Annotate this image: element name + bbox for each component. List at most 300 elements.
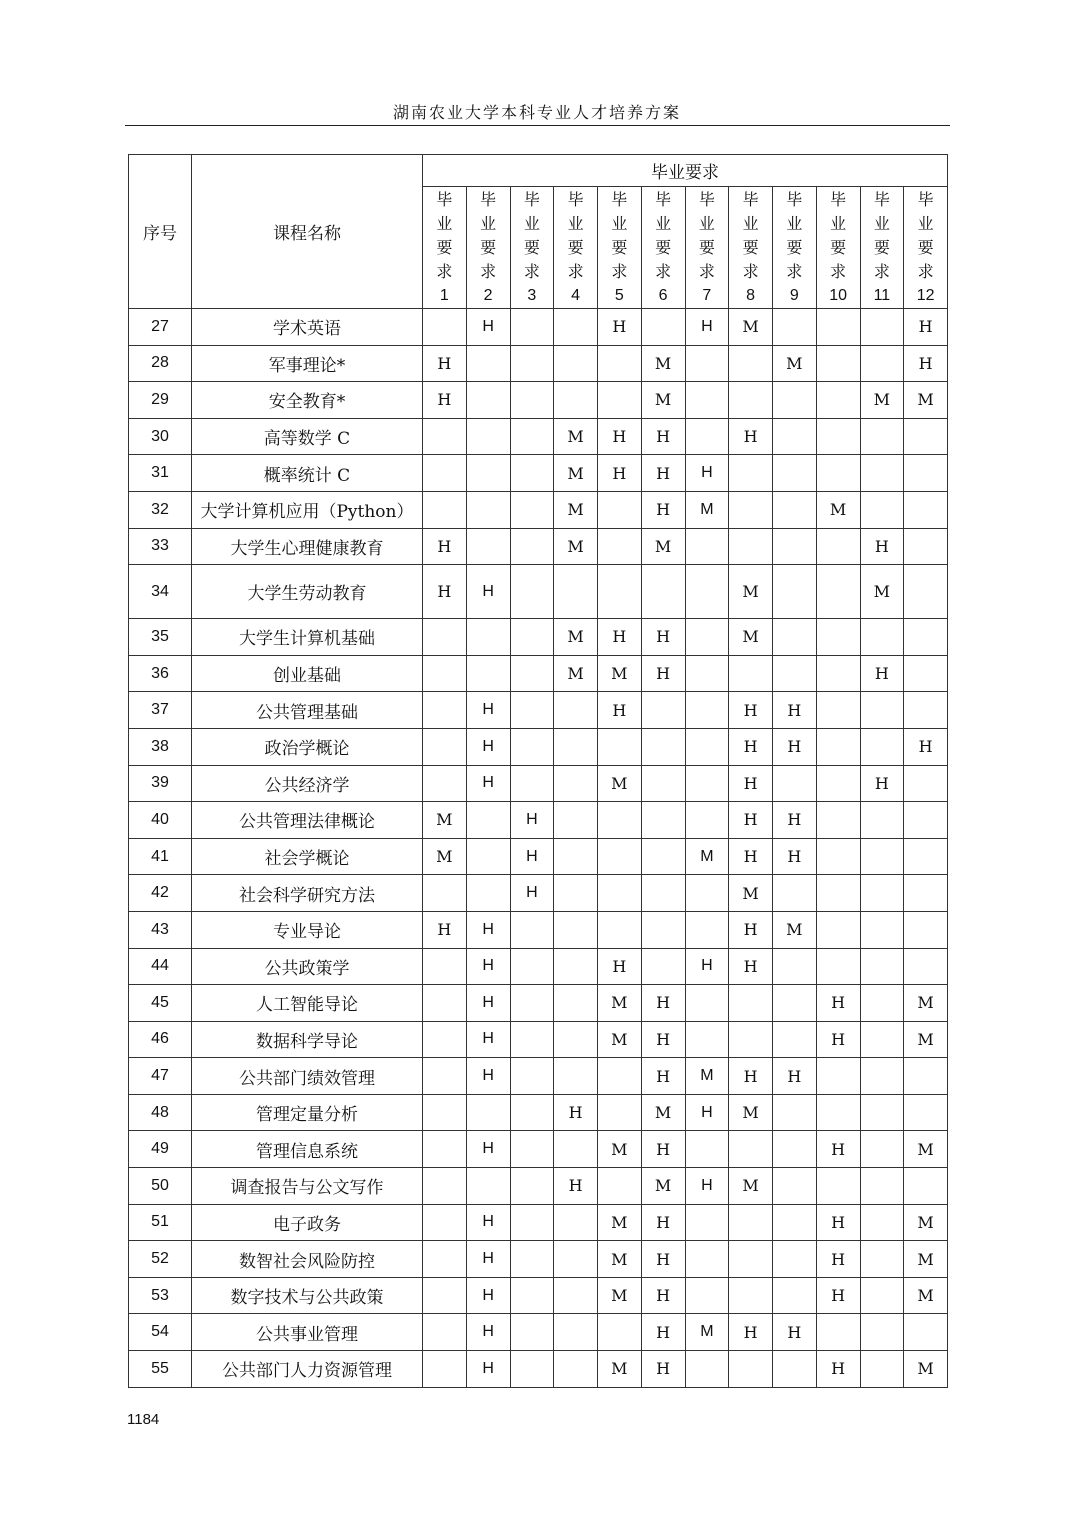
- requirement-mark-cell: [510, 619, 554, 656]
- requirement-mark-cell: [773, 528, 817, 565]
- requirement-mark-cell: [904, 528, 948, 565]
- requirement-mark-cell: M: [729, 309, 773, 346]
- requirement-mark-cell: [598, 491, 642, 528]
- table-row: [129, 1131, 948, 1168]
- requirement-mark-cell: H: [641, 1277, 685, 1314]
- requirement-mark-cell: [423, 309, 467, 346]
- requirement-mark-cell: [816, 838, 860, 875]
- row-course-name: 人工智能导论: [192, 985, 423, 1022]
- requirement-mark-cell: H: [466, 1241, 510, 1278]
- table-row: [129, 1204, 948, 1241]
- requirement-mark-cell: M: [554, 655, 598, 692]
- requirement-label-char: 求: [523, 261, 540, 281]
- requirement-mark-cell: M: [729, 565, 773, 619]
- requirement-mark-cell: [860, 948, 904, 985]
- requirement-mark-cell: [904, 692, 948, 729]
- requirement-number: 12: [916, 286, 935, 304]
- requirement-label-char: 求: [917, 261, 934, 281]
- requirement-mark-cell: H: [466, 1021, 510, 1058]
- requirement-mark-cell: H: [729, 948, 773, 985]
- row-course-name: 政治学概论: [192, 728, 423, 765]
- header-requirement-8: [729, 187, 773, 309]
- requirement-mark-cell: [773, 565, 817, 619]
- requirement-mark-cell: H: [423, 345, 467, 382]
- requirement-mark-cell: [773, 1277, 817, 1314]
- requirement-mark-cell: [466, 655, 510, 692]
- requirement-mark-cell: [729, 985, 773, 1022]
- requirement-mark-cell: H: [510, 838, 554, 875]
- requirement-mark-cell: [554, 728, 598, 765]
- row-course-name: 数字技术与公共政策: [192, 1277, 423, 1314]
- requirement-mark-cell: [860, 692, 904, 729]
- table-row: [129, 382, 948, 419]
- requirement-mark-cell: [423, 1277, 467, 1314]
- requirement-mark-cell: M: [904, 1277, 948, 1314]
- requirement-mark-cell: H: [641, 418, 685, 455]
- row-seq: 34: [129, 565, 192, 619]
- requirement-mark-cell: [510, 692, 554, 729]
- row-course-name: 高等数学 C: [192, 418, 423, 455]
- requirement-mark-cell: M: [598, 1241, 642, 1278]
- requirement-number: 5: [614, 286, 624, 304]
- requirement-mark-cell: [510, 565, 554, 619]
- requirement-mark-cell: [860, 1058, 904, 1095]
- requirement-mark-cell: [510, 1204, 554, 1241]
- requirement-mark-cell: [773, 948, 817, 985]
- requirement-mark-cell: [685, 911, 729, 948]
- requirement-mark-cell: H: [466, 765, 510, 802]
- requirement-mark-cell: [773, 1168, 817, 1205]
- table-row: [129, 1168, 948, 1205]
- requirement-mark-cell: H: [466, 985, 510, 1022]
- requirement-label-char: 业: [611, 213, 628, 233]
- requirement-mark-cell: [598, 875, 642, 912]
- row-course-name: 大学计算机应用（Python）: [192, 491, 423, 528]
- requirement-mark-cell: [510, 1094, 554, 1131]
- requirement-mark-cell: [641, 692, 685, 729]
- row-course-name: 数据科学导论: [192, 1021, 423, 1058]
- requirement-mark-cell: H: [466, 1131, 510, 1168]
- requirement-label-char: 要: [742, 237, 759, 257]
- requirement-mark-cell: [860, 838, 904, 875]
- requirement-mark-cell: [466, 838, 510, 875]
- requirement-mark-cell: H: [685, 1094, 729, 1131]
- requirement-mark-cell: [423, 1094, 467, 1131]
- requirement-mark-cell: H: [598, 692, 642, 729]
- requirement-mark-cell: M: [598, 655, 642, 692]
- row-course-name: 大学生计算机基础: [192, 619, 423, 656]
- requirement-label-char: 要: [698, 237, 715, 257]
- requirement-mark-cell: [466, 382, 510, 419]
- requirement-label-char: 毕: [567, 189, 584, 209]
- requirement-label-char: 要: [523, 237, 540, 257]
- requirement-mark-cell: [510, 1277, 554, 1314]
- requirement-mark-cell: [641, 728, 685, 765]
- requirement-mark-cell: [685, 655, 729, 692]
- requirement-mark-cell: [816, 802, 860, 839]
- requirement-mark-cell: H: [773, 1058, 817, 1095]
- requirement-mark-cell: H: [816, 985, 860, 1022]
- requirement-mark-cell: [554, 1058, 598, 1095]
- requirement-mark-cell: [816, 692, 860, 729]
- requirement-mark-cell: H: [729, 765, 773, 802]
- requirement-mark-cell: H: [685, 455, 729, 492]
- row-course-name: 公共部门绩效管理: [192, 1058, 423, 1095]
- requirement-mark-cell: [554, 692, 598, 729]
- requirement-mark-cell: [860, 1277, 904, 1314]
- row-seq: 49: [129, 1131, 192, 1168]
- requirement-mark-cell: [641, 565, 685, 619]
- requirement-mark-cell: H: [466, 1314, 510, 1351]
- requirement-mark-cell: M: [729, 875, 773, 912]
- requirement-mark-cell: H: [816, 1277, 860, 1314]
- row-seq: 38: [129, 728, 192, 765]
- requirement-mark-cell: M: [554, 619, 598, 656]
- requirement-mark-cell: [554, 802, 598, 839]
- table-row: [129, 875, 948, 912]
- requirement-label-char: 求: [873, 261, 890, 281]
- requirement-mark-cell: M: [423, 802, 467, 839]
- requirement-number: 7: [702, 286, 712, 304]
- requirement-mark-cell: M: [641, 345, 685, 382]
- requirement-mark-cell: [860, 491, 904, 528]
- requirement-mark-cell: [816, 911, 860, 948]
- requirement-mark-cell: [598, 345, 642, 382]
- requirement-label-char: 毕: [655, 189, 672, 209]
- requirement-mark-cell: [860, 985, 904, 1022]
- requirement-mark-cell: [685, 1241, 729, 1278]
- header-graduation-requirements: 毕业要求: [423, 155, 948, 187]
- requirement-mark-cell: H: [641, 491, 685, 528]
- requirement-mark-cell: [554, 309, 598, 346]
- requirement-number: 9: [789, 286, 799, 304]
- requirement-mark-cell: [554, 1021, 598, 1058]
- requirement-mark-cell: [598, 838, 642, 875]
- requirement-mark-cell: H: [729, 692, 773, 729]
- requirement-mark-cell: H: [641, 1314, 685, 1351]
- requirement-mark-cell: H: [904, 345, 948, 382]
- requirement-mark-cell: H: [598, 948, 642, 985]
- requirement-mark-cell: [510, 1351, 554, 1388]
- row-course-name: 安全教育*: [192, 382, 423, 419]
- row-seq: 30: [129, 418, 192, 455]
- requirement-mark-cell: [554, 838, 598, 875]
- requirement-mark-cell: H: [466, 948, 510, 985]
- requirement-label-char: 求: [436, 261, 453, 281]
- requirement-mark-cell: [904, 455, 948, 492]
- row-course-name: 公共部门人力资源管理: [192, 1351, 423, 1388]
- requirement-mark-cell: M: [904, 382, 948, 419]
- requirement-label-char: 毕: [917, 189, 934, 209]
- requirement-mark-cell: [816, 418, 860, 455]
- requirement-mark-cell: [685, 765, 729, 802]
- requirement-mark-cell: [729, 1277, 773, 1314]
- requirement-mark-cell: [510, 1131, 554, 1168]
- requirement-mark-cell: [729, 655, 773, 692]
- requirement-label-char: 要: [786, 237, 803, 257]
- table-row: [129, 911, 948, 948]
- requirement-mark-cell: [816, 728, 860, 765]
- requirement-mark-cell: [816, 1094, 860, 1131]
- requirement-mark-cell: M: [554, 455, 598, 492]
- requirement-label-char: 毕: [742, 189, 759, 209]
- requirement-mark-cell: [423, 1314, 467, 1351]
- row-seq: 47: [129, 1058, 192, 1095]
- header-rule: [125, 125, 950, 126]
- requirement-mark-cell: [466, 619, 510, 656]
- requirement-mark-cell: [641, 765, 685, 802]
- requirement-mark-cell: H: [729, 911, 773, 948]
- requirement-mark-cell: H: [466, 565, 510, 619]
- requirement-mark-cell: [423, 1021, 467, 1058]
- row-seq: 42: [129, 875, 192, 912]
- table-row: [129, 491, 948, 528]
- requirement-mark-cell: [773, 1204, 817, 1241]
- requirement-mark-cell: [554, 1314, 598, 1351]
- requirement-mark-cell: [904, 619, 948, 656]
- header-requirement-11: [860, 187, 904, 309]
- requirement-mark-cell: [904, 875, 948, 912]
- requirement-label-char: 求: [611, 261, 628, 281]
- requirement-mark-cell: [641, 838, 685, 875]
- requirement-mark-cell: [860, 619, 904, 656]
- requirement-mark-cell: [423, 728, 467, 765]
- requirement-mark-cell: H: [641, 1351, 685, 1388]
- requirement-mark-cell: M: [729, 1168, 773, 1205]
- requirement-mark-cell: [423, 619, 467, 656]
- requirement-mark-cell: [641, 802, 685, 839]
- requirement-mark-cell: [423, 1351, 467, 1388]
- row-course-name: 电子政务: [192, 1204, 423, 1241]
- requirement-mark-cell: [860, 802, 904, 839]
- requirement-mark-cell: [641, 948, 685, 985]
- requirement-mark-cell: [423, 692, 467, 729]
- requirement-mark-cell: H: [816, 1204, 860, 1241]
- requirement-label-char: 业: [698, 213, 715, 233]
- requirement-mark-cell: H: [773, 802, 817, 839]
- requirement-mark-cell: [860, 1021, 904, 1058]
- requirement-mark-cell: [423, 1131, 467, 1168]
- requirement-mark-cell: [510, 728, 554, 765]
- requirement-mark-cell: [641, 911, 685, 948]
- requirement-label-char: 求: [480, 261, 497, 281]
- requirement-mark-cell: [423, 1241, 467, 1278]
- requirement-mark-cell: [510, 1058, 554, 1095]
- requirement-mark-cell: [510, 418, 554, 455]
- requirement-label-char: 业: [917, 213, 934, 233]
- table-row: [129, 985, 948, 1022]
- requirement-number: 2: [483, 286, 493, 304]
- requirement-mark-cell: M: [641, 1168, 685, 1205]
- requirement-label-char: 求: [742, 261, 759, 281]
- requirement-mark-cell: [685, 565, 729, 619]
- requirement-mark-cell: H: [773, 1314, 817, 1351]
- row-course-name: 调查报告与公文写作: [192, 1168, 423, 1205]
- table-row: [129, 309, 948, 346]
- requirement-mark-cell: H: [641, 655, 685, 692]
- requirement-mark-cell: M: [554, 528, 598, 565]
- requirement-mark-cell: M: [729, 619, 773, 656]
- requirement-mark-cell: [904, 765, 948, 802]
- requirement-number: 1: [439, 286, 449, 304]
- requirement-mark-cell: H: [904, 728, 948, 765]
- header-requirement-1: [423, 187, 467, 309]
- requirement-mark-cell: H: [729, 838, 773, 875]
- requirement-mark-cell: [423, 985, 467, 1022]
- header-course-name: 课程名称: [192, 155, 423, 309]
- row-seq: 33: [129, 528, 192, 565]
- requirement-mark-cell: M: [904, 1021, 948, 1058]
- row-seq: 44: [129, 948, 192, 985]
- requirement-mark-cell: [466, 875, 510, 912]
- requirement-mark-cell: [860, 1168, 904, 1205]
- row-seq: 53: [129, 1277, 192, 1314]
- requirement-mark-cell: [729, 455, 773, 492]
- requirement-mark-cell: M: [598, 1277, 642, 1314]
- requirement-mark-cell: [685, 692, 729, 729]
- requirement-mark-cell: [423, 1204, 467, 1241]
- row-course-name: 数智社会风险防控: [192, 1241, 423, 1278]
- requirement-mark-cell: [510, 985, 554, 1022]
- requirement-mark-cell: [860, 911, 904, 948]
- requirement-mark-cell: M: [554, 491, 598, 528]
- requirement-mark-cell: [904, 1314, 948, 1351]
- requirement-label-char: 要: [830, 237, 847, 257]
- row-seq: 28: [129, 345, 192, 382]
- requirement-mark-cell: [773, 1241, 817, 1278]
- row-seq: 46: [129, 1021, 192, 1058]
- requirement-mark-cell: H: [904, 309, 948, 346]
- requirement-mark-cell: [904, 802, 948, 839]
- requirement-mark-cell: [685, 619, 729, 656]
- row-course-name: 公共经济学: [192, 765, 423, 802]
- requirement-mark-cell: [729, 1021, 773, 1058]
- table-row: [129, 802, 948, 839]
- requirement-mark-cell: [773, 382, 817, 419]
- requirement-mark-cell: [598, 1168, 642, 1205]
- header-requirement-5: [598, 187, 642, 309]
- requirement-number: 6: [658, 286, 668, 304]
- requirement-mark-cell: [554, 985, 598, 1022]
- requirement-mark-cell: H: [729, 1058, 773, 1095]
- requirement-mark-cell: H: [816, 1241, 860, 1278]
- requirement-mark-cell: [816, 655, 860, 692]
- row-course-name: 公共政策学: [192, 948, 423, 985]
- requirement-label-char: 毕: [436, 189, 453, 209]
- requirement-mark-cell: [773, 655, 817, 692]
- header-requirement-4: [554, 187, 598, 309]
- requirement-mark-cell: [860, 1241, 904, 1278]
- requirement-mark-cell: [816, 1314, 860, 1351]
- requirement-mark-cell: [423, 875, 467, 912]
- page-number: 1184: [127, 1411, 160, 1428]
- requirement-mark-cell: H: [729, 418, 773, 455]
- table-row: [129, 1021, 948, 1058]
- requirement-mark-cell: [510, 491, 554, 528]
- requirement-mark-cell: M: [641, 528, 685, 565]
- requirement-mark-cell: [816, 875, 860, 912]
- table-row: [129, 838, 948, 875]
- requirement-mark-cell: [466, 528, 510, 565]
- table-row: [129, 1351, 948, 1388]
- requirement-mark-cell: [510, 1241, 554, 1278]
- table-row: [129, 692, 948, 729]
- requirement-mark-cell: M: [598, 1021, 642, 1058]
- requirement-mark-cell: [598, 382, 642, 419]
- requirement-mark-cell: [729, 1351, 773, 1388]
- header-requirement-12: [904, 187, 948, 309]
- requirement-mark-cell: [860, 875, 904, 912]
- requirement-mark-cell: M: [904, 1204, 948, 1241]
- requirement-mark-cell: [904, 1058, 948, 1095]
- row-course-name: 公共管理法律概论: [192, 802, 423, 839]
- requirement-mark-cell: [904, 1168, 948, 1205]
- row-seq: 52: [129, 1241, 192, 1278]
- requirement-label-char: 要: [480, 237, 497, 257]
- requirement-mark-cell: [423, 1168, 467, 1205]
- requirement-mark-cell: [554, 1351, 598, 1388]
- requirement-number: 3: [527, 286, 537, 304]
- requirement-label-char: 求: [655, 261, 672, 281]
- requirement-mark-cell: H: [423, 911, 467, 948]
- requirement-mark-cell: [773, 491, 817, 528]
- requirement-mark-cell: H: [860, 655, 904, 692]
- requirement-mark-cell: M: [773, 345, 817, 382]
- requirement-mark-cell: [554, 1131, 598, 1168]
- requirement-mark-cell: [423, 1058, 467, 1095]
- requirement-mark-cell: [773, 455, 817, 492]
- requirement-mark-cell: [685, 1131, 729, 1168]
- requirement-mark-cell: [466, 455, 510, 492]
- requirement-mark-cell: [773, 1021, 817, 1058]
- requirement-mark-cell: M: [641, 1094, 685, 1131]
- requirement-mark-cell: [554, 948, 598, 985]
- row-seq: 27: [129, 309, 192, 346]
- requirement-mark-cell: [466, 345, 510, 382]
- row-course-name: 概率统计 C: [192, 455, 423, 492]
- requirement-mark-cell: [598, 528, 642, 565]
- requirement-mark-cell: M: [904, 1351, 948, 1388]
- requirement-mark-cell: [816, 309, 860, 346]
- requirement-mark-cell: [510, 1021, 554, 1058]
- requirement-mark-cell: [423, 491, 467, 528]
- requirement-mark-cell: [423, 948, 467, 985]
- requirement-mark-cell: H: [423, 565, 467, 619]
- document-header-title: 湖南农业大学本科专业人才培养方案: [392, 103, 681, 122]
- requirement-mark-cell: [685, 985, 729, 1022]
- requirement-mark-cell: M: [860, 382, 904, 419]
- header-requirement-7: [685, 187, 729, 309]
- requirement-mark-cell: [685, 728, 729, 765]
- row-seq: 37: [129, 692, 192, 729]
- requirement-mark-cell: H: [554, 1168, 598, 1205]
- requirement-mark-cell: M: [641, 382, 685, 419]
- requirement-mark-cell: H: [816, 1021, 860, 1058]
- table-row: [129, 455, 948, 492]
- row-seq: 55: [129, 1351, 192, 1388]
- requirement-mark-cell: [554, 345, 598, 382]
- row-seq: 48: [129, 1094, 192, 1131]
- header-seq: 序号: [129, 155, 192, 309]
- table-row: [129, 1094, 948, 1131]
- requirement-mark-cell: [685, 875, 729, 912]
- requirement-mark-cell: [510, 309, 554, 346]
- header-requirement-3: [510, 187, 554, 309]
- table-row: [129, 1314, 948, 1351]
- requirement-mark-cell: [773, 309, 817, 346]
- table-row: [129, 345, 948, 382]
- requirement-label-char: 业: [786, 213, 803, 233]
